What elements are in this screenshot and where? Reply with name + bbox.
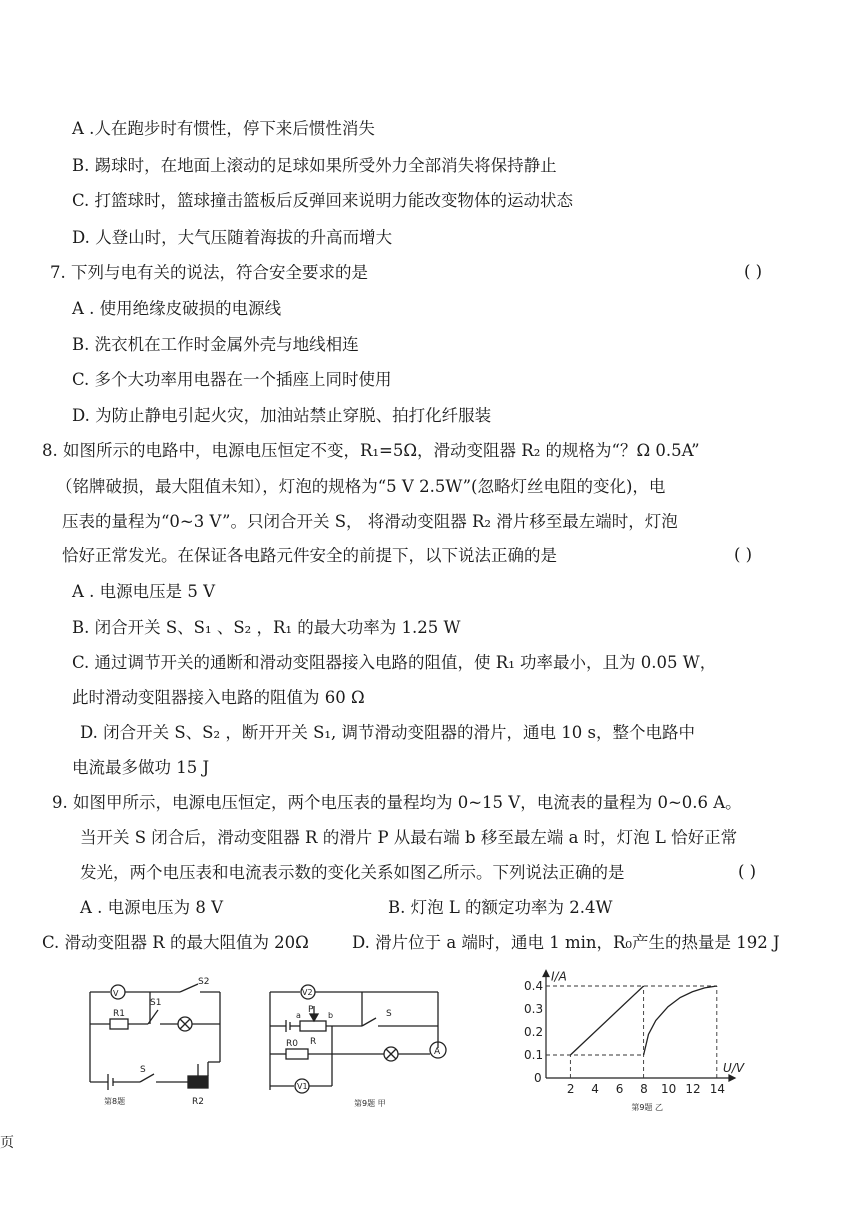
- y-tick-label: 0.3: [524, 1002, 544, 1016]
- q9-circuit-diagram: [262, 978, 452, 1112]
- x-axis-label: U/V: [723, 1061, 745, 1075]
- q7-option-c: C. 多个大功率用电器在一个插座上同时使用: [72, 370, 392, 389]
- fig9-r0-label: R0: [286, 1039, 298, 1049]
- q9-stem-line-1: 9. 如图甲所示，电源电压恒定，两个电压表的量程均为 0~15 V，电流表的量程为 0~0.6 A。: [52, 793, 742, 812]
- x-tick-label: 2: [566, 1082, 575, 1096]
- q7-stem: 7. 下列与电有关的说法，符合安全要求的是: [50, 263, 368, 282]
- q8-answer-paren: ( ): [734, 545, 753, 564]
- q8-option-d-line-1: D. 闭合开关 S、S₂ ，断开开关 S₁, 调节滑动变阻器的滑片，通电 10 s，整个电路中: [80, 723, 695, 742]
- x-tick-label: 8: [640, 1082, 648, 1096]
- x-tick-label: 4: [591, 1082, 599, 1096]
- q8-option-c-line-2: 此时滑动变阻器接入电路的阻值为 60 Ω: [72, 688, 365, 707]
- q8-stem-line-1: 8. 如图所示的电路中，电源电压恒定不变，R₁=5Ω，滑动变阻器 R₂ 的规格为“？Ω 0.5A”: [42, 441, 700, 460]
- q6-option-a: A .人在跑步时有惯性，停下来后惯性消失: [72, 119, 375, 138]
- q9-stem-line-3: 发光，两个电压表和电流表示数的变化关系如图乙所示。下列说法正确的是: [80, 863, 625, 882]
- q6-option-b: B. 踢球时，在地面上滚动的足球如果所受外力全部消失将保持静止: [72, 156, 557, 175]
- q7-answer-paren: ( ): [744, 262, 763, 281]
- y-axis-arrow: [543, 971, 549, 977]
- x-tick-label: 14: [709, 1082, 726, 1096]
- x-tick-label: 6: [615, 1082, 624, 1096]
- q6-option-c: C. 打篮球时，篮球撞击篮板后反弹回来说明力能改变物体的运动状态: [72, 191, 574, 210]
- x-axis-arrow: [729, 1075, 735, 1081]
- q9-option-b: B. 灯泡 L 的额定功率为 2.4W: [388, 898, 613, 917]
- fig8-r2-label: R2: [192, 1097, 204, 1107]
- q8-stem-line-3: 压表的量程为“0~3 V”。只闭合开关 S， 将滑动变阻器 R₂ 滑片移至最左端时，灯泡: [62, 512, 678, 531]
- x-tick-label: 10: [661, 1082, 677, 1096]
- q8-option-c-line-1: C. 通过调节开关的通断和滑动变阻器接入电路的阻值，使 R₁ 功率最小，且为 0.05 W，: [72, 653, 717, 672]
- fig9-ammeter-label: A: [434, 1047, 441, 1057]
- fig9-v1-label: V1: [297, 1082, 308, 1091]
- fig9-b-label: b: [328, 1011, 334, 1020]
- fig8-s2-label: S2: [198, 977, 210, 987]
- fig9-r-label: R: [310, 1037, 317, 1047]
- q8-stem-line-4: 恰好正常发光。在保证各电路元件安全的前提下，以下说法正确的是: [62, 546, 557, 565]
- q8-circuit-diagram: [80, 972, 230, 1112]
- fig8-caption: 第8题: [104, 1097, 126, 1106]
- q9-option-a: A . 电源电压为 8 V: [80, 898, 224, 917]
- fig8-voltmeter-label: V: [113, 989, 119, 998]
- q9-option-d: D. 滑片位于 a 端时，通电 1 min，R₀产生的热量是 192 J: [352, 933, 780, 952]
- y-tick-label: 0.4: [524, 979, 544, 993]
- q9-stem-line-2: 当开关 S 闭合后，滑动变阻器 R 的滑片 P 从最右端 b 移至最左端 a 时，灯泡 L 恰好正常: [80, 828, 738, 847]
- fig9-s-label: S: [386, 1009, 392, 1019]
- y-axis-label: I/A: [551, 969, 567, 984]
- series-line-1: [570, 986, 643, 1055]
- fig8-r1-label: R1: [113, 1009, 125, 1019]
- q9-answer-paren: ( ): [738, 862, 757, 881]
- q6-option-d: D. 人登山时，大气压随着海拔的升高而增大: [72, 228, 393, 247]
- series-line-2: [644, 986, 717, 1055]
- fig9-p-label: P: [308, 1005, 314, 1015]
- chart-caption: 第9题 乙: [631, 1103, 664, 1112]
- y-tick-label: 0.2: [524, 1025, 544, 1039]
- q7-option-d: D. 为防止静电引起火灾，加油站禁止穿脱、拍打化纤服装: [72, 406, 492, 425]
- q8-stem-line-2: （铭牌破损，最大阻值未知），灯泡的规格为“5 V 2.5W”(忽略灯丝电阻的变化)，电: [56, 477, 666, 496]
- q9-iu-chart: [510, 962, 760, 1114]
- fig9-v2-label: V2: [302, 988, 313, 997]
- q7-option-b: B. 洗衣机在工作时金属外壳与地线相连: [72, 335, 359, 354]
- fig9-a-label: a: [296, 1011, 301, 1020]
- y-tick-label: 0.1: [524, 1048, 544, 1062]
- origin-label: 0: [534, 1071, 542, 1085]
- fig8-s-label: S: [140, 1065, 146, 1075]
- fig8-s1-label: S1: [150, 998, 162, 1008]
- q7-option-a: A . 使用绝缘皮破损的电源线: [72, 299, 282, 318]
- q8-option-d-line-2: 电流最多做功 15 J: [72, 758, 210, 777]
- q8-option-b: B. 闭合开关 S、S₁ 、S₂ ，R₁ 的最大功率为 1.25 W: [72, 618, 461, 637]
- q8-option-a: A . 电源电压是 5 V: [72, 582, 216, 601]
- fig9-caption: 第9题 甲: [354, 1099, 386, 1108]
- page-footer: 页: [0, 1135, 14, 1151]
- x-tick-label: 12: [685, 1082, 701, 1096]
- q9-option-c: C. 滑动变阻器 R 的最大阻值为 20Ω: [42, 933, 309, 952]
